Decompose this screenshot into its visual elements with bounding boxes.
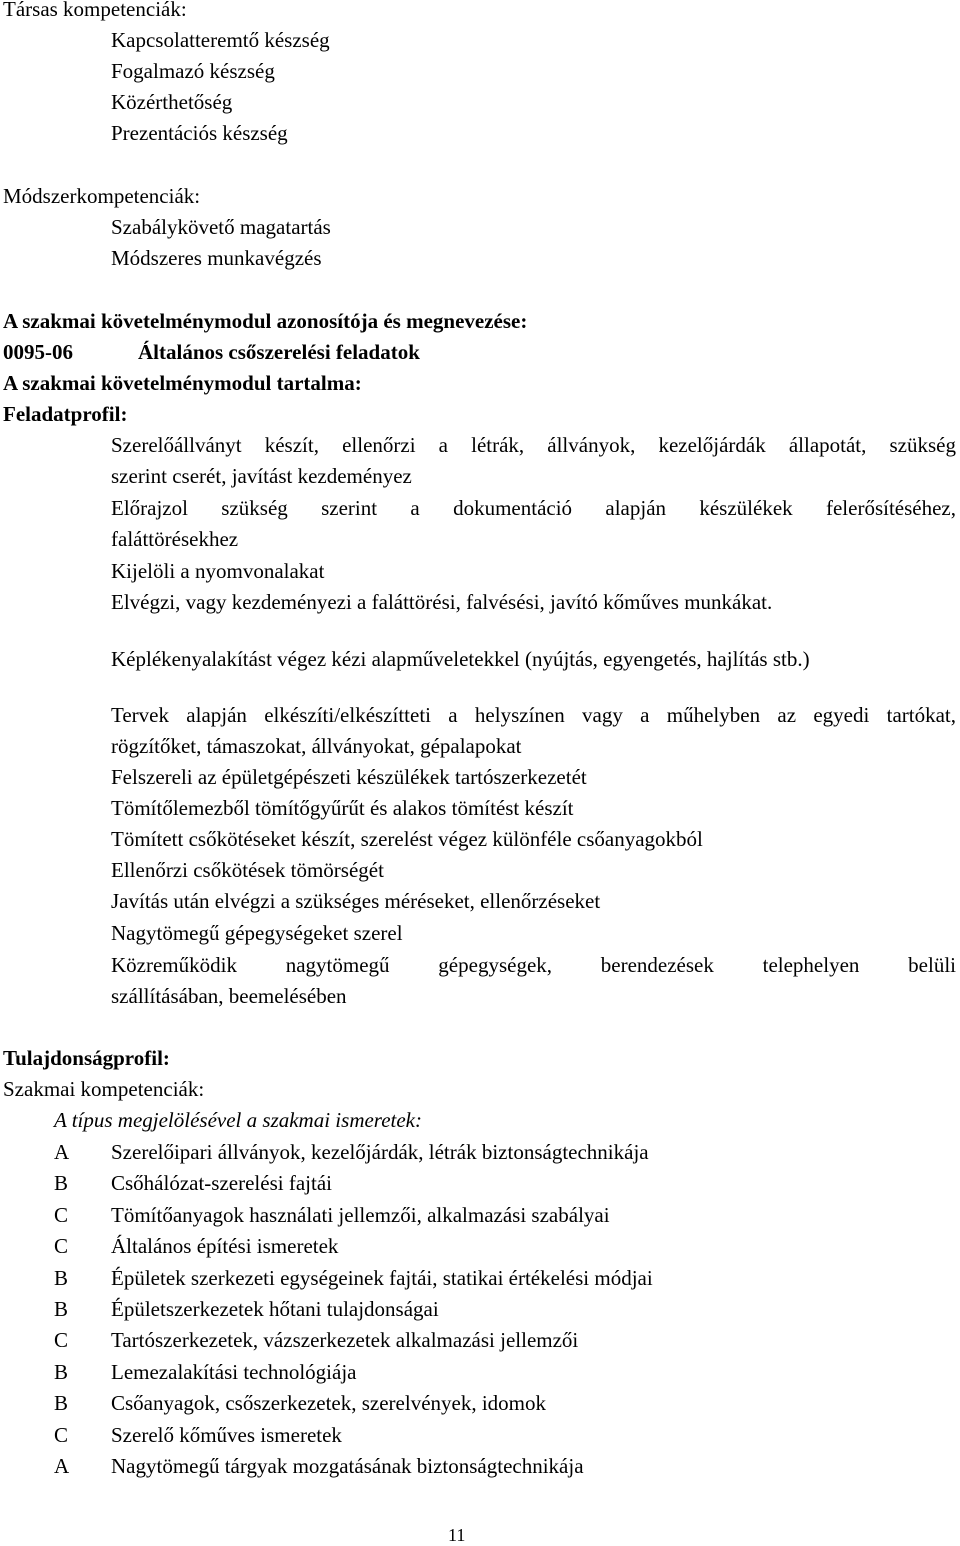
page-number: 11 <box>448 1525 466 1545</box>
knowledge-item: Szerelőipari állványok, kezelőjárdák, létrák biztonságtechnikája <box>111 1140 649 1164</box>
task-line: Ellenőrzi csőkötések tömörségét <box>111 858 384 882</box>
task-line: Tömített csőkötéseket készít, szerelést végez különféle csőanyagokból <box>111 827 703 851</box>
modul-name: Általános csőszerelési feladatok <box>138 340 420 364</box>
knowledge-type: B <box>54 1391 69 1415</box>
modszer-item: Szabálykövető magatartás <box>111 215 331 239</box>
task-line: Tervek alapján elkészíti/elkészítteti a helyszínen vagy a műhelyben az egyedi tartókat, <box>111 703 956 727</box>
knowledge-type: A <box>54 1454 70 1478</box>
knowledge-item: Tartószerkezetek, vázszerkezetek alkalmazási jellemzői <box>111 1328 579 1352</box>
tarsas-kompetenciak-heading: Társas kompetenciák: <box>3 0 187 21</box>
task-line: faláttörésekhez <box>111 527 239 551</box>
tarsas-item: Prezentációs készség <box>111 121 288 145</box>
tarsas-item: Közérthetőség <box>111 90 233 114</box>
task-line: szállításában, beemelésében <box>111 984 347 1008</box>
szakmai-kompetenciak-heading: Szakmai kompetenciák: <box>3 1077 205 1101</box>
knowledge-item: Általános építési ismeretek <box>111 1234 339 1258</box>
knowledge-type: A <box>54 1140 70 1164</box>
modszer-item: Módszeres munkavégzés <box>111 246 322 270</box>
knowledge-type: B <box>54 1360 69 1384</box>
tarsas-item: Fogalmazó készség <box>111 59 275 83</box>
feladatprofil-heading: Feladatprofil: <box>3 402 128 426</box>
task-line: rögzítőket, támaszokat, állványokat, gépalapokat <box>111 734 522 758</box>
task-line: Kijelöli a nyomvonalakat <box>111 559 325 583</box>
task-line: Javítás után elvégzi a szükséges méréseket, ellenőrzéseket <box>111 889 601 913</box>
tarsas-item: Kapcsolatteremtő készség <box>111 28 330 52</box>
knowledge-type: B <box>54 1266 69 1290</box>
knowledge-item: Szerelő kőműves ismeretek <box>111 1423 342 1447</box>
task-line: Képlékenyalakítást végez kézi alapműveletekkel (nyújtás, egyengetés, hajlítás stb.) <box>111 647 810 671</box>
modul-content-heading: A szakmai követelménymodul tartalma: <box>3 371 362 395</box>
knowledge-item: Épületszerkezetek hőtani tulajdonságai <box>111 1297 439 1321</box>
task-line: szerint cserét, javítást kezdeményez <box>111 464 412 488</box>
task-line: Nagytömegű gépegységeket szerel <box>111 921 403 945</box>
modul-code: 0095-06 <box>3 340 73 364</box>
tulajdonsagprofil-heading: Tulajdonságprofil: <box>3 1046 170 1070</box>
knowledge-type: B <box>54 1171 69 1195</box>
task-line: Elvégzi, vagy kezdeményezi a faláttörési, falvésési, javító kőműves munkákat. <box>111 590 773 614</box>
knowledge-type: B <box>54 1297 69 1321</box>
knowledge-item: Lemezalakítási technológiája <box>111 1360 357 1384</box>
knowledge-item: Csőhálózat-szerelési fajtái <box>111 1171 332 1195</box>
task-line: Felszereli az épületgépészeti készülékek tartószerkezetét <box>111 765 587 789</box>
knowledge-type: C <box>54 1203 69 1227</box>
knowledge-type: C <box>54 1234 69 1258</box>
knowledge-item: Nagytömegű tárgyak mozgatásának biztonságtechnikája <box>111 1454 584 1478</box>
modul-id-heading: A szakmai követelménymodul azonosítója és megnevezése: <box>3 309 528 333</box>
task-line: Tömítőlemezből tömítőgyűrűt és alakos tömítést készít <box>111 796 574 820</box>
knowledge-type: C <box>54 1328 69 1352</box>
knowledge-item: Tömítőanyagok használati jellemzői, alkalmazási szabályai <box>111 1203 610 1227</box>
modszerkompetenciak-heading: Módszerkompetenciák: <box>3 184 201 208</box>
tipus-heading: A típus megjelölésével a szakmai ismeretek: <box>54 1108 422 1132</box>
knowledge-item: Csőanyagok, csőszerkezetek, szerelvények, idomok <box>111 1391 547 1415</box>
task-line: Közreműködik nagytömegű gépegységek, berendezések telephelyen belüli <box>111 953 956 977</box>
knowledge-item: Épületek szerkezeti egységeinek fajtái, statikai értékelési módjai <box>111 1266 653 1290</box>
task-line: Szerelőállványt készít, ellenőrzi a létrák, állványok, kezelőjárdák állapotát, szükség <box>111 433 956 457</box>
knowledge-type: C <box>54 1423 69 1447</box>
task-line: Előrajzol szükség szerint a dokumentáció alapján készülékek felerősítéséhez, <box>111 496 956 520</box>
